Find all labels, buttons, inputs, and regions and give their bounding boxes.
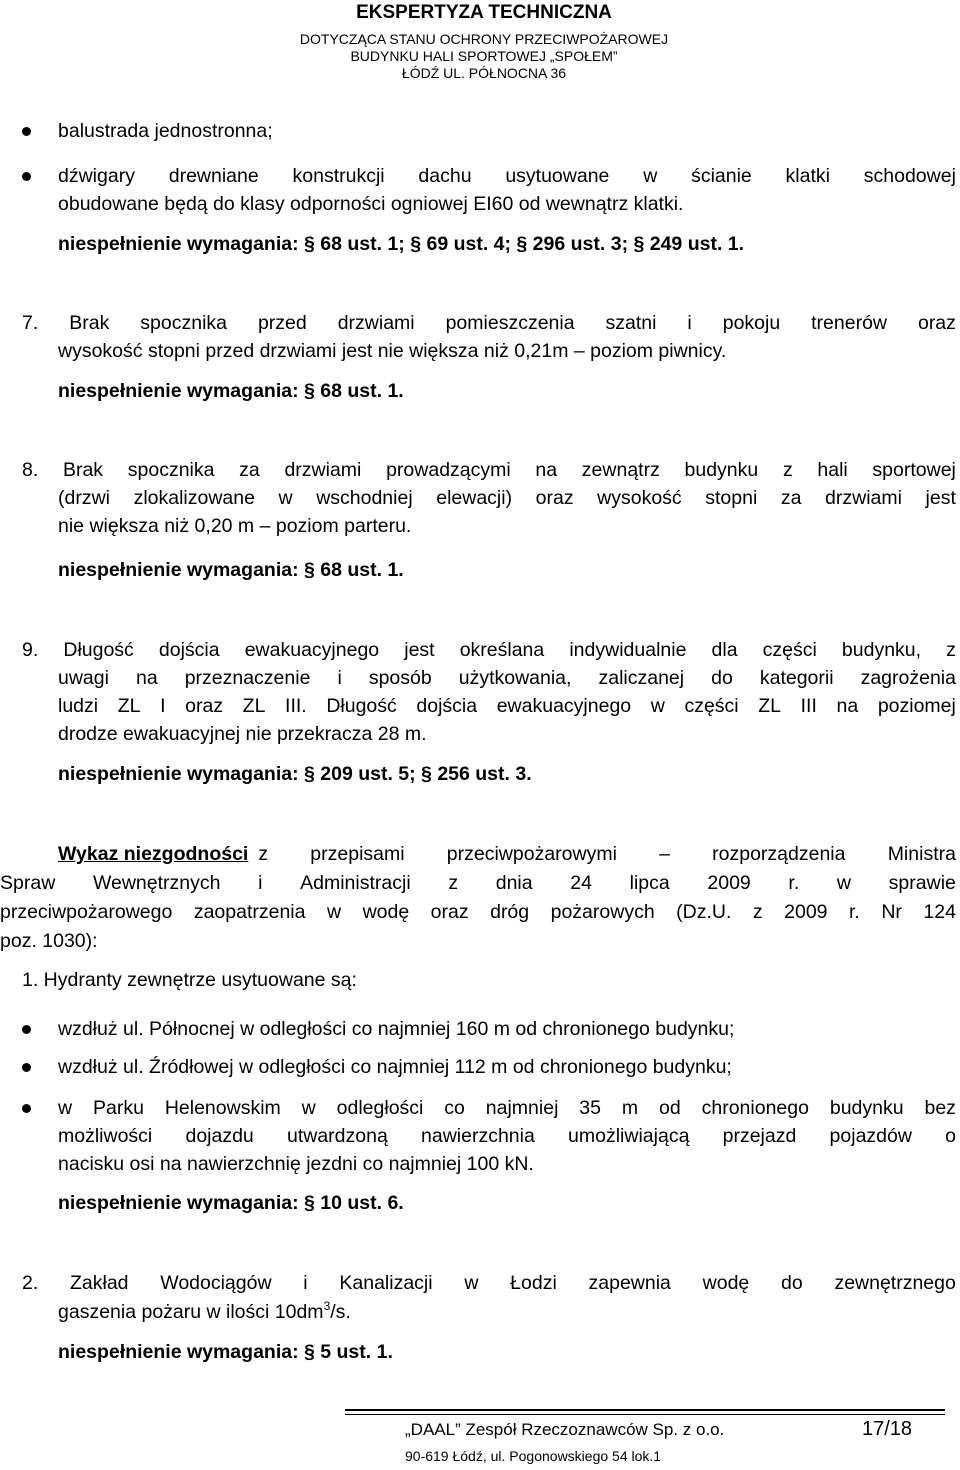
bullet-text: nacisku osi na nawierzchnię jezdni co najmniej 100 kN.: [58, 1153, 534, 1175]
word: poziomej: [877, 695, 956, 717]
word: dojścia: [158, 639, 220, 661]
word: wodę: [702, 1272, 750, 1294]
wykaz-line-3: [0, 900, 956, 924]
word: 7.: [22, 312, 39, 334]
wykaz-line-1: [58, 842, 956, 866]
word: przejazd: [722, 1125, 797, 1147]
word: Brak: [62, 459, 104, 481]
word: m: [621, 1097, 639, 1119]
word: ZL: [117, 695, 141, 717]
word: r.: [788, 872, 800, 894]
paragraph-text: wysokość stopni przed drzwiami jest nie większa niż 0,21m – poziom piwnicy.: [58, 340, 727, 362]
word: wysokość: [597, 487, 682, 509]
section-text-part: /s.: [330, 1301, 351, 1323]
word: drzwiami: [825, 487, 902, 509]
word: hali: [817, 459, 848, 481]
bullet-text: [58, 1124, 956, 1148]
footer-address: 90-619 Łódź, ul. Pogonowskiego 54 lok.1: [405, 1448, 662, 1464]
word: w: [464, 1272, 479, 1294]
word: I: [160, 695, 166, 717]
word: oraz: [185, 695, 224, 717]
word: za: [780, 487, 802, 509]
word: 2009: [784, 901, 828, 923]
word: utwardzoną: [286, 1125, 388, 1147]
word: ewakuacyjnego: [244, 639, 380, 661]
word: pojazdów: [829, 1125, 912, 1147]
word: i: [337, 667, 342, 689]
word: w: [278, 487, 293, 509]
header-line-3: ŁÓDŹ UL. PÓŁNOCNA 36: [401, 65, 567, 81]
word: (Dz.U.: [676, 901, 732, 923]
word: (drzwi: [58, 487, 110, 509]
bullet-text: balustrada jednostronna;: [58, 120, 273, 142]
word: rozporządzenia: [712, 843, 846, 865]
section-heading: 1. Hydranty zewnętrze usytuowane są:: [22, 969, 357, 991]
word: i: [258, 872, 263, 894]
word: umożliwiającą: [568, 1125, 690, 1147]
bullet-icon: [22, 1025, 31, 1034]
word: dojazdu: [185, 1125, 254, 1147]
paragraph-text: [58, 694, 956, 718]
header-line-1: DOTYCZĄCA STANU OCHRONY PRZECIWPOŻAROWEJ: [299, 31, 669, 47]
word: zaopatrzenia: [193, 901, 306, 923]
wykaz-line-4: poz. 1030):: [0, 930, 98, 952]
word: trenerów: [811, 312, 888, 334]
word: możliwości: [58, 1125, 153, 1147]
word: odległości: [336, 1097, 424, 1119]
word: elewacji): [436, 487, 513, 509]
word: jest: [404, 639, 435, 661]
word: pokoju: [722, 312, 781, 334]
word: z: [752, 901, 763, 923]
bullet-text: [58, 164, 956, 188]
word: w: [650, 695, 665, 717]
bullet-icon: [22, 172, 31, 181]
word: spocznika: [140, 312, 227, 334]
paragraph-text: [58, 486, 956, 510]
word: przepisami: [310, 843, 405, 865]
word: budynku,: [841, 639, 922, 661]
bullet-text: wzdłuż ul. Źródłowej w odległości co najmniej 112 m od chronionego budynku;: [58, 1056, 732, 1078]
word: sposób: [368, 667, 432, 689]
word: od: [659, 1097, 681, 1119]
word: budynku: [684, 459, 759, 481]
wykaz-line-2: [0, 871, 956, 895]
word: części: [762, 639, 817, 661]
word: szatni: [605, 312, 657, 334]
word: 2.: [22, 1272, 39, 1294]
word: indywidualnie: [569, 639, 687, 661]
word: najmniej: [485, 1097, 559, 1119]
bullet-icon: [22, 1063, 31, 1072]
word: Ministra: [887, 843, 956, 865]
word: Kanalizacji: [339, 1272, 433, 1294]
header-title: EKSPERTYZA TECHNICZNA: [356, 2, 612, 23]
bullet-text: wzdłuż ul. Północnej w odległości co najmniej 160 m od chronionego budynku;: [58, 1018, 735, 1040]
word: lipca: [629, 872, 670, 894]
wykaz-line-1-rest: [258, 842, 956, 866]
word: usytuowane: [505, 165, 610, 187]
word: w: [326, 901, 342, 923]
word: dachu: [418, 165, 472, 187]
word: z: [258, 843, 269, 865]
word: Wewnętrznych: [92, 872, 221, 894]
word: Spraw: [0, 872, 56, 894]
word: i: [303, 1272, 308, 1294]
word: III: [800, 695, 817, 717]
word: budynku: [829, 1097, 904, 1119]
word: o: [945, 1125, 956, 1147]
word: przeciwpożarowymi: [446, 843, 617, 865]
word: kategorii: [759, 667, 834, 689]
word: prowadzącymi: [386, 459, 511, 481]
word: drzwiami: [284, 459, 362, 481]
word: Parku: [92, 1097, 144, 1119]
word: ludzi: [58, 695, 99, 717]
word: drewniane: [168, 165, 259, 187]
word: użytkowania,: [458, 667, 572, 689]
requirement-text: niespełnienie wymagania: § 68 ust. 1.: [58, 559, 404, 581]
word: wschodniej: [316, 487, 413, 509]
word: spocznika: [127, 459, 215, 481]
word: Zakład: [70, 1272, 129, 1294]
word: Długość: [63, 639, 134, 661]
paragraph-text: [22, 458, 956, 482]
word: zagrożenia: [860, 667, 956, 689]
word: Brak: [69, 312, 110, 334]
word: w: [643, 165, 658, 187]
word: zlokalizowane: [133, 487, 255, 509]
header-line-2: BUDYNKU HALI SPORTOWEJ „SPOŁEM”: [350, 48, 618, 64]
word: na: [836, 695, 859, 717]
word: Helenowskim: [164, 1097, 281, 1119]
word: części: [684, 695, 739, 717]
paragraph-text: [22, 638, 956, 662]
word: co: [444, 1097, 465, 1119]
word: drzwiami: [337, 312, 415, 334]
word: i: [687, 312, 692, 334]
bullet-text: [58, 1096, 956, 1120]
superscript: 3: [323, 1299, 331, 1313]
section-heading: [22, 1271, 956, 1295]
word: dźwigary: [58, 165, 135, 187]
requirement-text: niespełnienie wymagania: § 68 ust. 1; § 69 ust. 4; § 296 ust. 3; § 249 ust. 1.: [58, 233, 745, 255]
word: Długość: [326, 695, 397, 717]
word: Nr: [881, 901, 902, 923]
word: przeznaczenie: [184, 667, 311, 689]
wykaz-heading: Wykaz niezgodności: [58, 843, 249, 865]
word: konstrukcji: [292, 165, 385, 187]
word: Administracji: [300, 872, 411, 894]
word: pożarowych: [550, 901, 655, 923]
section-text: [58, 1300, 351, 1326]
word: sprawie: [888, 872, 956, 894]
word: za: [239, 459, 260, 481]
word: bez: [924, 1097, 956, 1119]
word: przed: [257, 312, 307, 334]
word: Wodociągów: [160, 1272, 272, 1294]
word: do: [711, 667, 733, 689]
word: Łodzi: [510, 1272, 557, 1294]
bullet-icon: [22, 1104, 31, 1113]
word: r.: [849, 901, 860, 923]
requirement-text: niespełnienie wymagania: § 10 ust. 6.: [58, 1192, 404, 1214]
requirement-text: niespełnienie wymagania: § 209 ust. 5; § 256 ust. 3.: [58, 763, 532, 785]
word: do: [781, 1272, 803, 1294]
footer-rule: [345, 1409, 945, 1415]
word: z: [782, 459, 793, 481]
paragraph-text: nie większa niż 0,20 m – poziom parteru.: [58, 515, 412, 537]
word: ZL: [242, 695, 266, 717]
requirement-text: niespełnienie wymagania: § 68 ust. 1.: [58, 380, 404, 402]
bullet-icon: [22, 127, 31, 136]
word: –: [659, 843, 670, 865]
paragraph-text: drodze ewakuacyjnej nie przekracza 28 m.: [58, 723, 427, 745]
word: nawierzchnia: [421, 1125, 535, 1147]
bullet-text: obudowane będą do klasy odporności ogniowej EI60 od wewnątrz klatki.: [58, 193, 684, 215]
word: z: [946, 639, 956, 661]
word: oraz: [917, 312, 956, 334]
word: dróg: [490, 901, 530, 923]
word: ewakuacyjnego: [496, 695, 632, 717]
section-text-part: gaszenia pożaru w ilości 10dm: [58, 1301, 324, 1323]
word: w: [301, 1097, 316, 1119]
paragraph-text: [22, 311, 956, 335]
word: 124: [923, 901, 956, 923]
word: 9.: [22, 639, 39, 661]
footer-company: „DAAL” Zespół Rzeczoznawców Sp. z o.o.: [405, 1420, 725, 1439]
word: zaliczanej: [598, 667, 685, 689]
word: wodę: [362, 901, 410, 923]
word: chronionego: [701, 1097, 809, 1119]
word: przeciwpożarowego: [0, 901, 173, 923]
word: uwagi: [58, 667, 109, 689]
word: określana: [459, 639, 545, 661]
word: zewnątrz: [581, 459, 660, 481]
word: pomieszczenia: [445, 312, 575, 334]
word: stopni: [705, 487, 758, 509]
word: w: [836, 872, 852, 894]
word: jest: [925, 487, 956, 509]
word: sportowej: [872, 459, 956, 481]
word: na: [135, 667, 158, 689]
word: ZL: [758, 695, 782, 717]
word: 2009: [707, 872, 751, 894]
word: zewnętrznego: [834, 1272, 956, 1294]
paragraph-text: [58, 666, 956, 690]
word: schodowej: [863, 165, 956, 187]
requirement-text: niespełnienie wymagania: § 5 ust. 1.: [58, 1341, 393, 1363]
word: oraz: [430, 901, 469, 923]
word: dla: [711, 639, 738, 661]
word: 35: [579, 1097, 601, 1119]
word: klatki: [785, 165, 830, 187]
word: zapewnia: [588, 1272, 671, 1294]
page-number: 17/18: [862, 1418, 913, 1440]
word: w: [58, 1097, 73, 1119]
word: III.: [285, 695, 307, 717]
word: ścianie: [691, 165, 752, 187]
word: dojścia: [416, 695, 478, 717]
word: dnia: [495, 872, 533, 894]
word: z: [448, 872, 459, 894]
word: oraz: [535, 487, 574, 509]
word: na: [535, 459, 558, 481]
word: 8.: [22, 459, 39, 481]
word: 24: [570, 872, 592, 894]
